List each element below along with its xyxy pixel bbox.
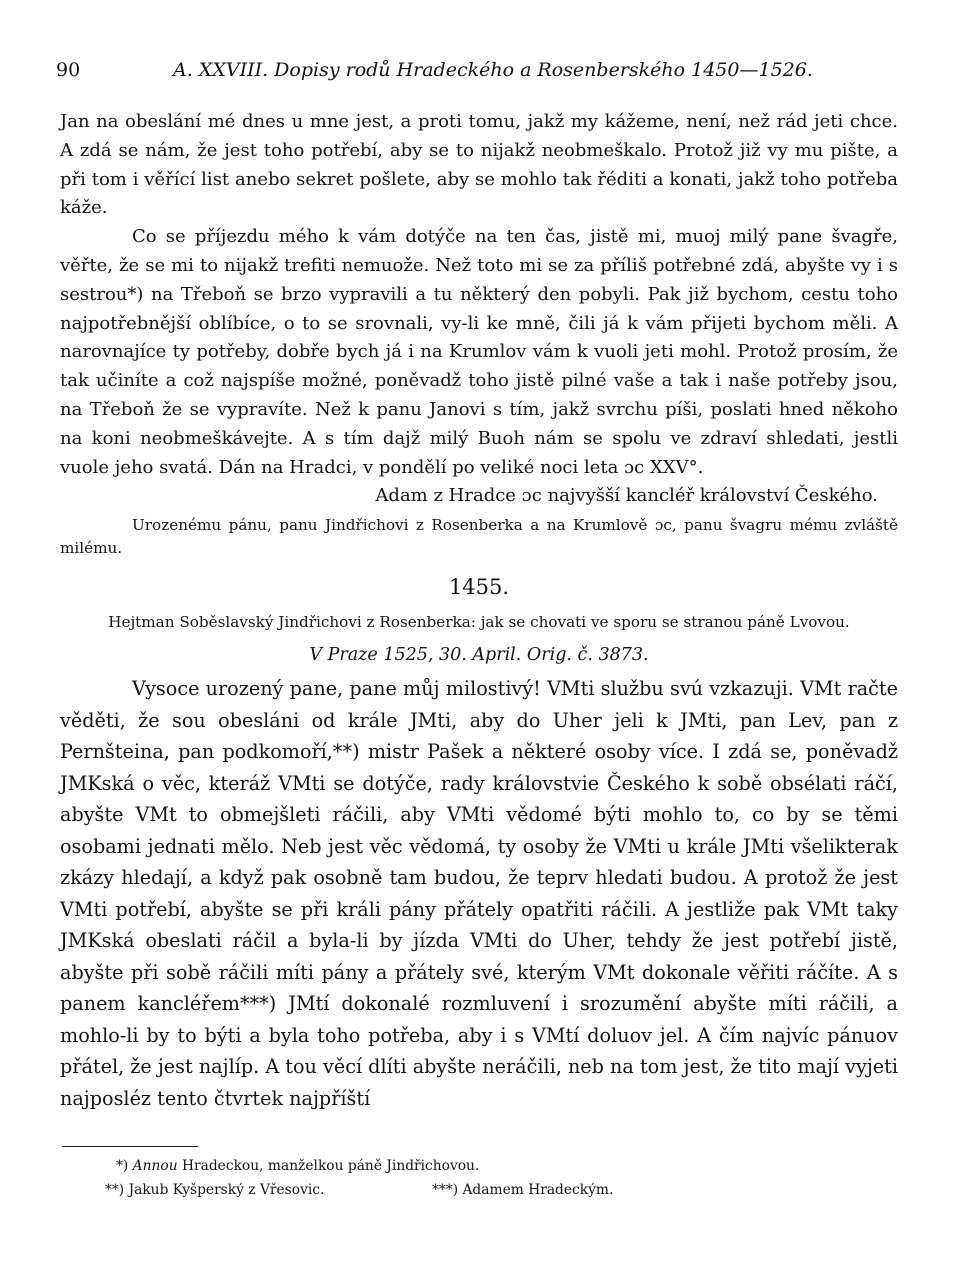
paragraph-arrival: Co se příjezdu mého k vám dotýče na ten čas, jistě mi, muoj milý pane švagře, věřte, že se mi to nijakž trefiti nemuože. Než toto mi se za příliš potřebné zdá, abyšte vy i s sestrou*) na Třeboň se brzo vypravili a tu některý den pobyli. Pak již bychom, cestu toho najpotřebnější oblíbíce, o to se srovnali, vy-li ke mně, čili já k vám přijeti bychom měli. A narovnajíce ty potřeby, dobře bych já i na Krumlov vám k vuoli jeti mohl. Protož prosím, že tak učiníte a což najspíše možné, poněvadž toho jistě pilné vaše a tak i naše potřeby jsou, na Třeboň že se vypravíte. Než k panu Janovi s tím, jakž svrchu píši, poslati hned někoho na koni neobmeškávejte. A s tím dajž milý Buoh nám se spolu ve zdraví shledati, jestli vuole jeho svatá. Dán na Hradci, v pondělí po veliké noci leta ɔc XXV°. — [60, 226, 898, 478]
footnote-1-text: Hradeckou, manželkou páně Jindřichovou. — [182, 1158, 480, 1174]
letter-dating: V Praze 1525, 30. April. Orig. č. 3873. — [309, 645, 649, 666]
footnote-1-name: Annou — [132, 1158, 178, 1174]
footnote-3: ***) Adamem Hradeckým. — [432, 1182, 614, 1198]
letter-regest: Hejtman Soběslavský Jindřichovi z Rosenberka: jak se chovati ve sporu se stranou páně Lvovou. — [108, 613, 850, 632]
paragraph-continuation: Jan na obeslání mé dnes u mne jest, a proti tomu, jakž my kážeme, není, než rád jeti chce. A zdá se nám, že jest toho potřebí, aby se to nijakž neobmeškalo. Protož již vy mu pište, a při tom i věřící list anebo sekret pošlete, aby se mohlo tak řéditi a konati, jakž toho potřeba káže. — [60, 111, 898, 219]
page-number: 90 — [56, 59, 81, 81]
footnote-1-mark: *) — [116, 1158, 129, 1174]
running-title: A. XXVIII. Dopisy rodů Hradeckého a Rosenberského 1450—1526. — [173, 59, 813, 81]
letter-number: 1455. — [448, 575, 510, 600]
address-line: Urozenému pánu, panu Jindřichovi z Rosenberka a na Krumlově ɔc, panu švagru mému zvláště milému. — [60, 516, 898, 557]
footnote-1 — [116, 1156, 479, 1176]
letter-text: Vysoce urozený pane, pane můj milostivý! VMti službu svú vzkazuji. VMt račte věděti, že sou obesláni od krále JMti, aby do Uher jeli k JMti, pan Lev, pan z Pernšteina, pan podkomoří,**) mistr Pašek a některé osoby více. I zdá se, poněvadž JMKská o věc, kteráž VMti se dotýče, rady královstvie Českého k sobě obsélati ráčí, abyšte VMt to obmejšleti ráčili, aby VMti vědomé býti mohlo to, co by se těmi osobami jednati mělo. Neb jest věc vědomá, ty osoby že VMti u krále JMti všelikterak zkázy hledají, a když pak osobně tam budou, že teprv hledati budou. A protož že jest VMti potřebí, abyšte se při králi pány přátely opatřiti ráčili. A jestliže pak VMt taky JMKská obeslati ráčil a byla-li by jízda VMti do Uher, tehdy že jest potřebí jistě, abyšte při sobě ráčili míti pány a přátely své, kterým VMt dokonale věřiti ráčíte. A s panem kancléřem***) JMtí dokonalé rozmluvení i srozumění abyšte míti ráčili, a mohlo-li by to býti a byla toho potřeba, aby i s VMtí doluov jel. A čím najvíc pánuov přátel, že jest najlíp. A tou věcí dlíti abyšte neráčili, neb na tom jest, že tito mají vyjeti najposléz tento čtvrtek najpříští — [60, 677, 898, 1110]
footnote-rule — [62, 1146, 198, 1147]
footnote-2: **) Jakub Kyšperský z Vřesovic. — [105, 1182, 325, 1198]
signature: Adam z Hradce ɔc najvyšší kancléř království Českého. — [375, 485, 878, 507]
page-body — [60, 108, 898, 1114]
